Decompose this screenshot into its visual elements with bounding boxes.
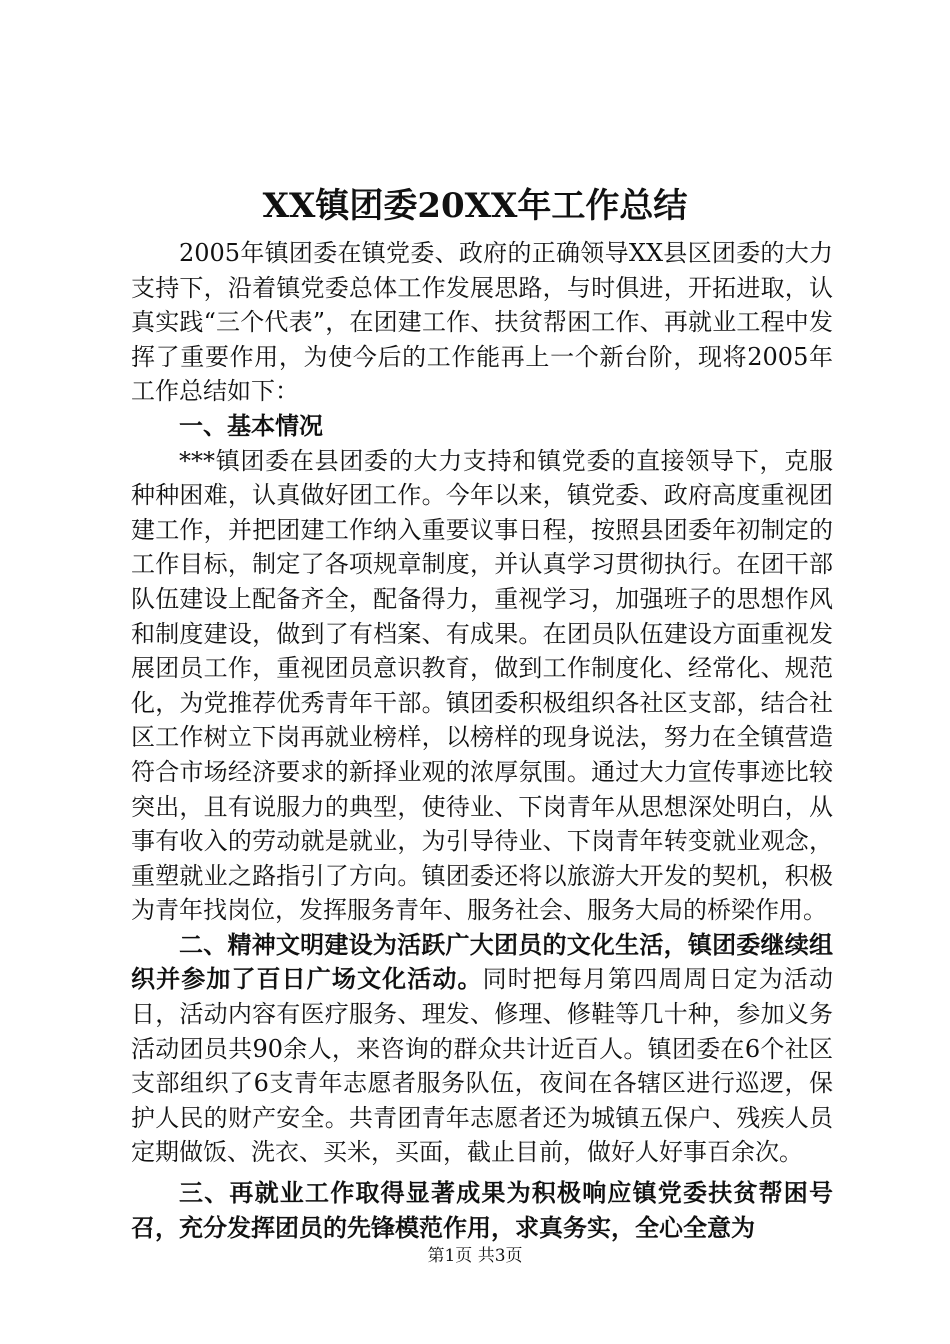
section-1-heading: 一、基本情况: [179, 410, 323, 440]
section-2-heading: 二、精神文明建设为活跃广大团员的文化生活，镇团委继续组织并参加了百日广场文化活动。: [131, 929, 833, 994]
section-2-paragraph: [131, 928, 833, 1170]
page-footer: 第1页 共3页: [427, 1246, 523, 1266]
section-3-heading: 三、再就业工作取得显著成果为积极响应镇党委扶贫帮困号召，充分发挥团员的先锋模范作用，求真务实，全心全意为: [131, 1178, 833, 1242]
document-title: XX镇团委20XX年工作总结: [262, 186, 688, 226]
section-3-paragraph: [131, 1176, 833, 1245]
section-1-paragraph: ***镇团委在县团委的大力支持和镇党委的直接领导下，克服种种困难，认真做好团工作。今年以来，镇党委、政府高度重视团建工作，并把团建工作纳入重要议事日程，按照县团委年初制定的工作目标，制定了各项规章制度，并认真学习贯彻执行。在团干部队伍建设上配备齐全，配备得力，重视学习，加强班子的思想作风和制度建设，做到了有档案、有成果。在团员队伍建设方面重视发展团员工作，重视团员意识教育，做到工作制度化、经常化、规范化，为党推荐优秀青年干部。镇团委积极组织各社区支部，结合社区工作树立下岗再就业榜样，以榜样的现身说法，努力在全镇营造符合市场经济要求的新择业观的浓厚氛围。通过大力宣传事迹比较突出，且有说服力的典型，使待业、下岗青年从思想深处明白，从事有收入的劳动就是就业，为引导待业、下岗青年转变就业观念，重塑就业之路指引了方向。镇团委还将以旅游大开发的契机，积极为青年找岗位，发挥服务青年、服务社会、服务大局的桥梁作用。: [131, 446, 833, 925]
document-body: [131, 236, 833, 1245]
intro-paragraph: 2005年镇团委在镇党委、政府的正确领导XX县区团委的大力支持下，沿着镇党委总体工作发展思路，与时俱进，开拓进取，认真实践“三个代表”，在团建工作、扶贫帮困工作、再就业工程中发挥了重要作用，为使今后的工作能再上一个新台阶，现将2005年工作总结如下：: [131, 239, 833, 406]
section-2-body: 同时把每月第四周周日定为活动日，活动内容有医疗服务、理发、修理、修鞋等几十种，参加义务活动团员共90余人，来咨询的群众共计近百人。镇团委在6个社区支部组织了6支青年志愿者服务队伍，夜间在各辖区进行巡逻，保护人民的财产安全。共青团青年志愿者还为城镇五保户、残疾人员定期做饭、洗衣、买米，买面，截止目前，做好人好事百余次。: [131, 965, 834, 1167]
